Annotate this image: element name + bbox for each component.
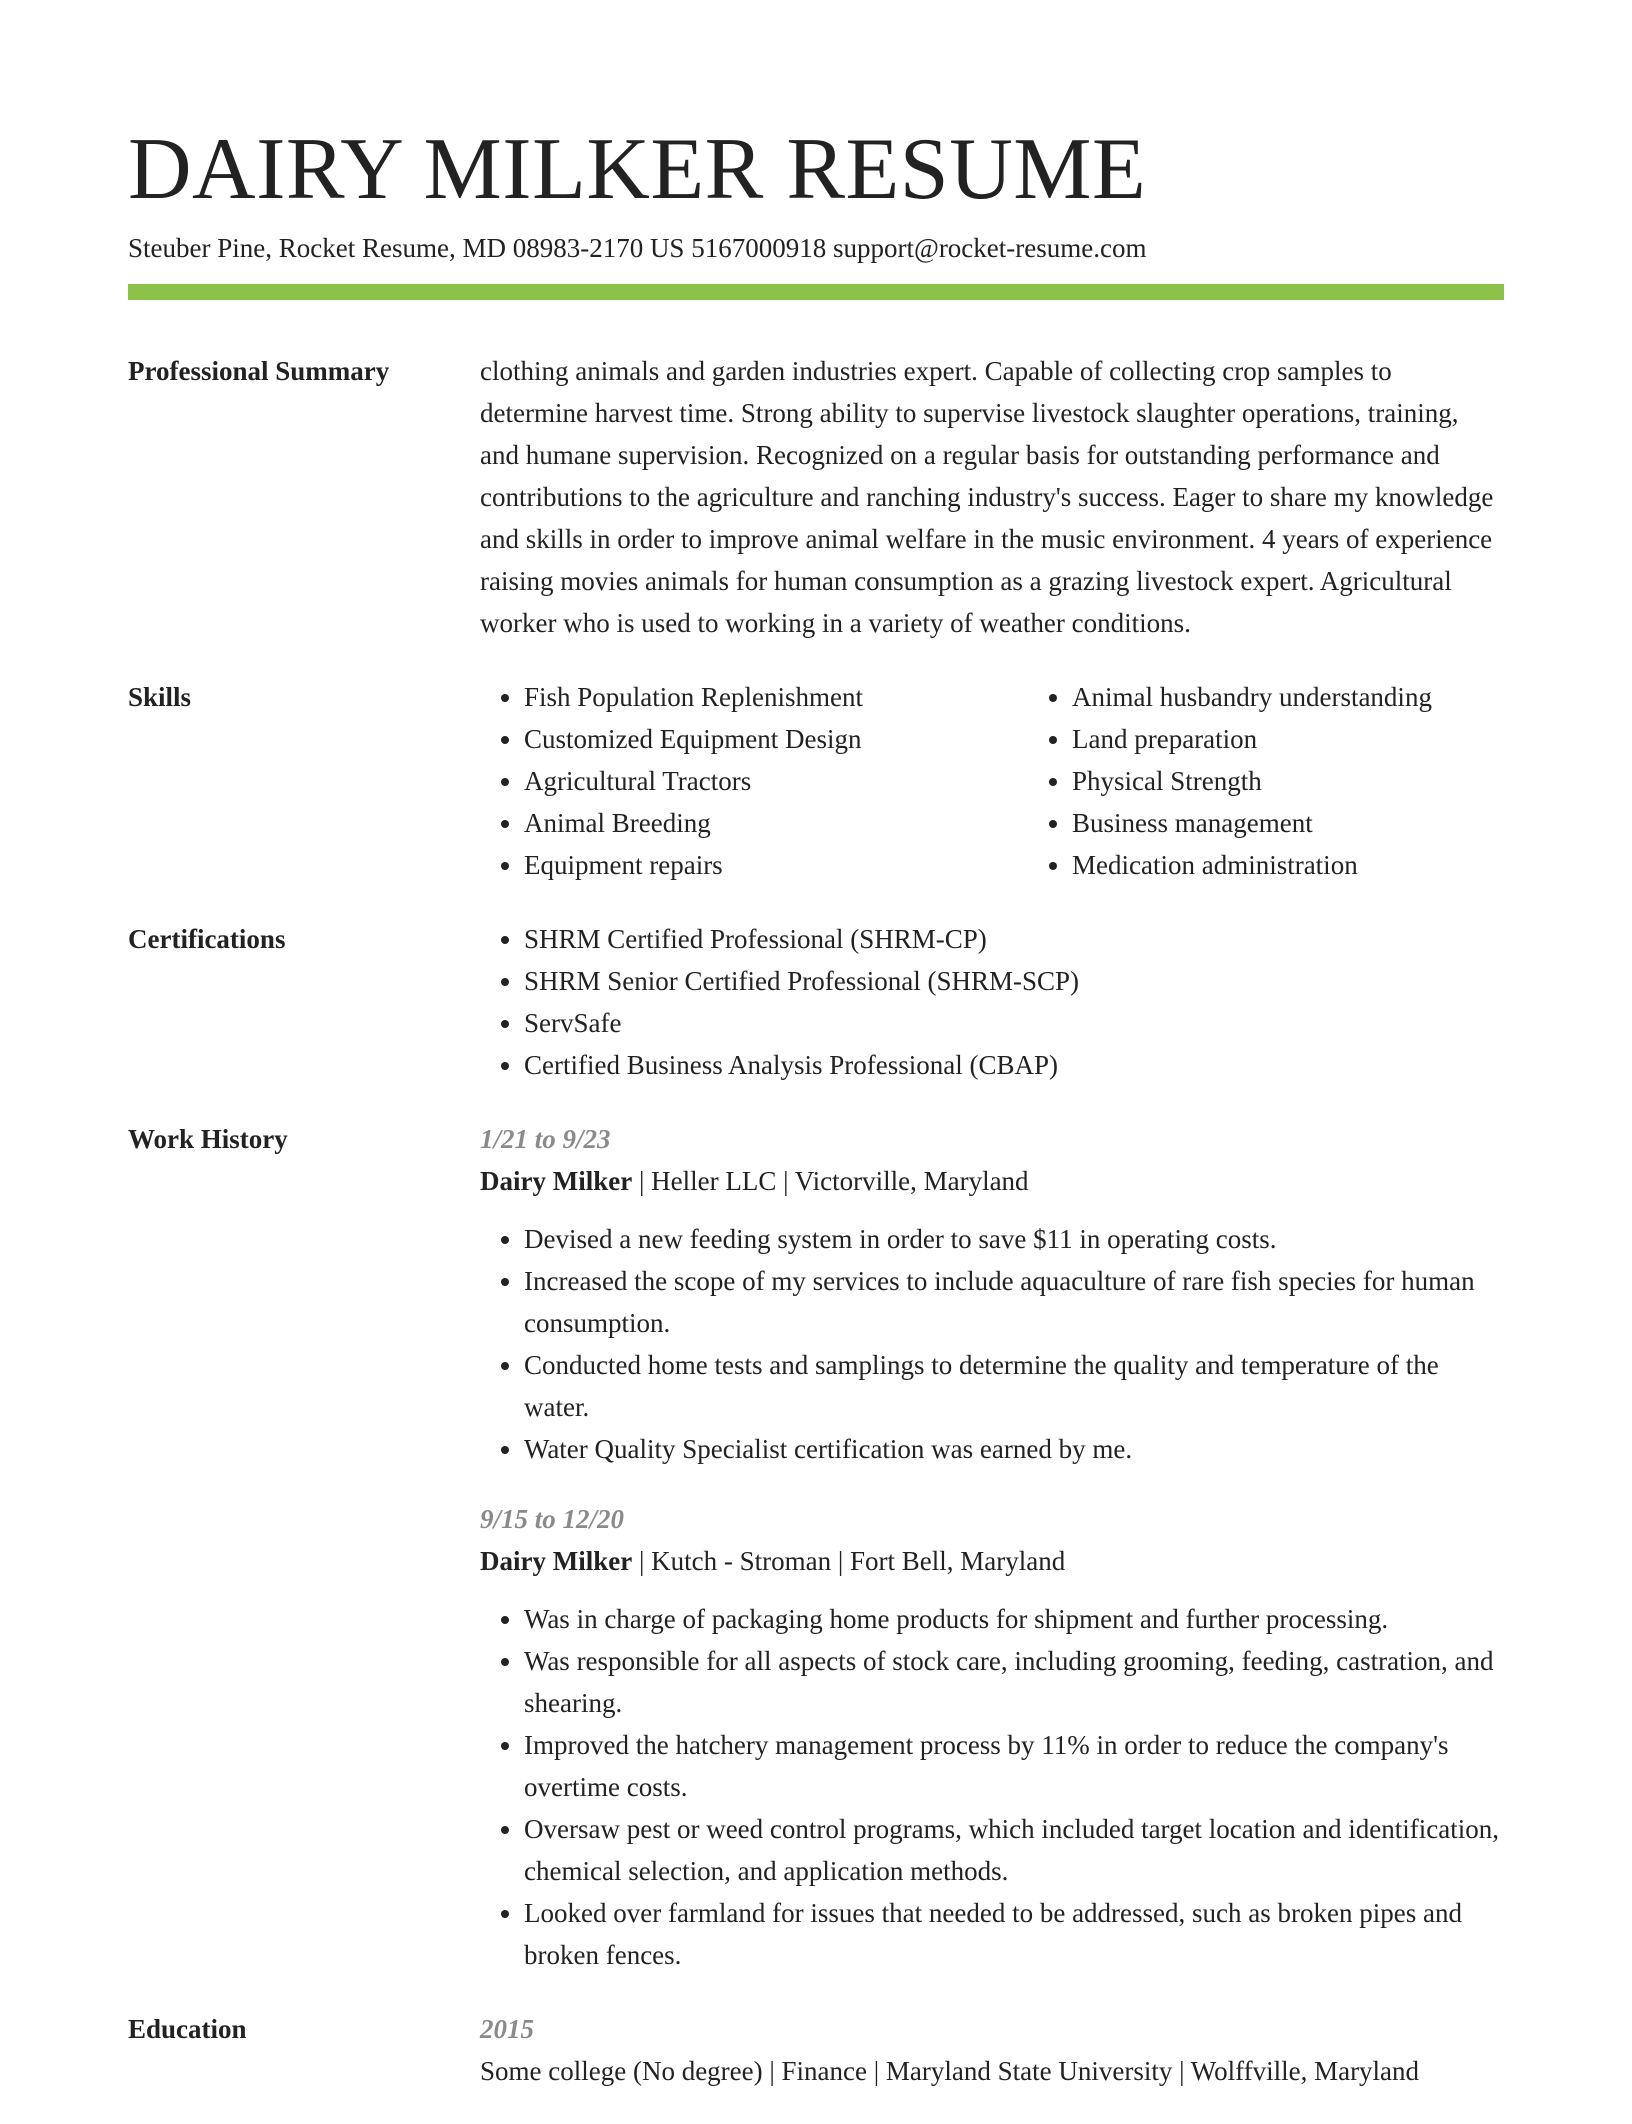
skill-item: • Land preparation bbox=[1072, 718, 1576, 760]
job-bullet: • Was in charge of packaging home products for shipment and further processing. bbox=[524, 1598, 1504, 1640]
job-dates: 1/21 to 9/23 bbox=[480, 1124, 611, 1154]
work-history-section bbox=[128, 1118, 1504, 1976]
certifications-list bbox=[480, 918, 1504, 1086]
section-label-summary: Professional Summary bbox=[128, 356, 390, 386]
certification-item: • SHRM Senior Certified Professional (SHRM-SCP) bbox=[524, 960, 1504, 1002]
job-bullets bbox=[480, 1218, 1504, 1470]
skill-item: • Business management bbox=[1072, 802, 1576, 844]
job-bullet: • Conducted home tests and samplings to determine the quality and temperature of the water. bbox=[524, 1344, 1504, 1428]
skill-item: • Fish Population Replenishment bbox=[524, 676, 1028, 718]
section-label-certifications: Certifications bbox=[128, 924, 286, 954]
accent-divider bbox=[128, 284, 1504, 300]
section-label-skills: Skills bbox=[128, 682, 192, 712]
skill-item: • Animal Breeding bbox=[524, 802, 1028, 844]
job-details: | Kutch - Stroman | Fort Bell, Maryland bbox=[632, 1546, 1066, 1576]
education-line: Some college (No degree) | Finance | Maryland State University | Wolffville, Maryland bbox=[480, 2056, 1420, 2086]
job-details: | Heller LLC | Victorville, Maryland bbox=[632, 1166, 1029, 1196]
job-dates: 9/15 to 12/20 bbox=[480, 1504, 625, 1534]
skill-item: • Agricultural Tractors bbox=[524, 760, 1028, 802]
certification-item: • ServSafe bbox=[524, 1002, 1504, 1044]
contact-line: Steuber Pine, Rocket Resume, MD 08983-2170 US 5167000918 support@rocket-resume.com bbox=[128, 233, 1147, 263]
job-bullet: • Improved the hatchery management process by 11% in order to reduce the company's overtime costs. bbox=[524, 1724, 1504, 1808]
resume-content bbox=[128, 350, 1504, 2124]
job-entry bbox=[480, 1498, 1504, 1976]
section-label-education: Education bbox=[128, 2014, 247, 2044]
job-heading bbox=[480, 1540, 1504, 1582]
job-entry bbox=[480, 1118, 1504, 1470]
job-bullet: • Was responsible for all aspects of stock care, including grooming, feeding, castration, and shearing. bbox=[524, 1640, 1504, 1724]
job-bullet: • Water Quality Specialist certification was earned by me. bbox=[524, 1428, 1504, 1470]
certification-item: • Certified Business Analysis Professional (CBAP) bbox=[524, 1044, 1504, 1086]
education-body bbox=[480, 2008, 1504, 2092]
summary-section bbox=[128, 350, 1504, 644]
job-bullet: • Devised a new feeding system in order to save $11 in operating costs. bbox=[524, 1218, 1504, 1260]
job-bullets bbox=[480, 1598, 1504, 1976]
skill-item: • Medication administration bbox=[1072, 844, 1576, 886]
skill-item: • Equipment repairs bbox=[524, 844, 1028, 886]
skill-item: • Customized Equipment Design bbox=[524, 718, 1028, 760]
certifications-body bbox=[480, 918, 1504, 1086]
resume-header bbox=[128, 120, 1504, 300]
skills-section bbox=[128, 676, 1504, 886]
job-heading bbox=[480, 1160, 1504, 1202]
job-title: Dairy Milker bbox=[480, 1546, 633, 1576]
skills-list-right bbox=[1028, 676, 1576, 886]
education-section bbox=[128, 2008, 1504, 2092]
skill-item: • Animal husbandry understanding bbox=[1072, 676, 1576, 718]
job-bullet: • Increased the scope of my services to include aquaculture of rare fish species for human consumption. bbox=[524, 1260, 1504, 1344]
job-bullet: • Oversaw pest or weed control programs, which included target location and identification, chemical selection, and application methods. bbox=[524, 1808, 1504, 1892]
summary-body bbox=[480, 350, 1504, 644]
certification-item: • SHRM Certified Professional (SHRM-CP) bbox=[524, 918, 1504, 960]
skills-list-left bbox=[480, 676, 1028, 886]
skills-body bbox=[480, 676, 1576, 886]
work-history-body bbox=[480, 1118, 1504, 1976]
summary-text: clothing animals and garden industries expert. Capable of collecting crop samples to determine harvest time. Strong ability to supervise livestock slaughter operations, training, and humane supervision. Recognized on a regular basis for outstanding performance and contributions to the agriculture and ranching industry's success. Eager to share my knowledge and skills in order to improve animal welfare in the music environment. 4 years of experience raising movies animals for human consumption as a grazing livestock expert. Agricultural worker who is used to working in a variety of weather conditions. bbox=[480, 356, 1494, 638]
certifications-section bbox=[128, 918, 1504, 1086]
job-bullet: • Looked over farmland for issues that needed to be addressed, such as broken pipes and broken fences. bbox=[524, 1892, 1504, 1976]
section-label-work-history: Work History bbox=[128, 1124, 288, 1154]
education-date: 2015 bbox=[480, 2014, 534, 2044]
skill-item: • Physical Strength bbox=[1072, 760, 1576, 802]
job-title: Dairy Milker bbox=[480, 1166, 633, 1196]
page-title: DAIRY MILKER RESUME bbox=[128, 121, 1147, 218]
